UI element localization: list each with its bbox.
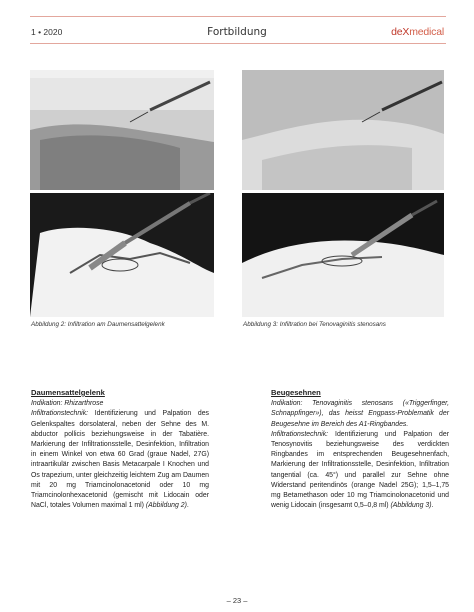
figure-3-caption: Abbildung 3: Infiltration bei Tenovaginitis stenosans (243, 321, 386, 328)
indication-left: Indikation: Rhizarthrose (31, 400, 104, 408)
period-left: . (186, 502, 189, 510)
figure-2-caption: Abbildung 2: Infiltration am Daumensattelgelenk (31, 321, 165, 328)
figure-3-drawing (242, 193, 444, 317)
period-right: . (431, 502, 434, 510)
brand-suffix: medical (409, 26, 444, 38)
brand-logo (391, 26, 444, 38)
heading-beugesehnen: Beugesehnen (271, 388, 321, 397)
section-title: Fortbildung (207, 26, 267, 38)
brand-x: X (402, 26, 410, 38)
header-rule-bottom (30, 43, 446, 44)
technique-left (31, 409, 209, 511)
figure-3-photo (242, 70, 444, 190)
header-rule-top (30, 16, 446, 17)
figure-2-photo (30, 70, 214, 190)
page-number: – 23 – (226, 596, 248, 605)
article-left-column (31, 388, 209, 511)
figure-reference-right: (Abbildung 3) (390, 502, 432, 510)
indication-right: Indikation: Tenovaginitis stenosans («Triggerfinger, Schnappfinger»), das heisst Engpass-Problematik der Beugesehne im Bereich des A1-Ringbandes. (271, 400, 449, 428)
technique-label-left: Infiltrationstechnik: (31, 410, 89, 418)
technique-text-left: Identifizierung und Palpation des Gelenkspaltes dorsolateral, neben der Sehne des M. abductor pollicis beziehungsweise in der Tabatière. Markierung der Infiltrationsstelle, Desinfektion, Infiltration in einem Winkel von etwa 60 Grad (graue Nadel, 27G) intraartikulär zwischen Basis Metacarpale I Knochen und Os trapezium, unter gleichzeitig leichtem Zug am Daumen mit 20 mg Triamcinolonacetonid oder 10 mg Triamcinolonhexacetonid (gemischt mit Lidocain oder NaCl, totales Volumen maximal 1 ml) (31, 410, 209, 510)
figure-2-drawing (30, 193, 214, 317)
heading-daumensattelgelenk: Daumensattelgelenk (31, 388, 105, 397)
article-right-column (271, 388, 449, 511)
technique-right (271, 430, 449, 512)
technique-label-right: Infiltrationstechnik: (271, 430, 329, 438)
brand-prefix: de (391, 26, 403, 38)
figure-reference-left: (Abbildung 2) (145, 502, 187, 510)
technique-text-right: Identifizierung und Palpation der Tenosynovitis beziehungsweise des verdickten Ringbandes im entsprechenden Beugesehnenfach, Markierung der Infiltrationsstelle, Desinfektion, Infiltration tangential (ca. 45°) und parallel zur Sehne ohne Widerstand peritendinös (orange Nadel 25G); 1,5–1,75 mg Betamethason oder 10 mg Triamcinolonacetonid und wenig Lidocain (insgesamt 0,5–0,8 ml) (271, 430, 449, 510)
issue-number: 1 • 2020 (31, 27, 63, 37)
